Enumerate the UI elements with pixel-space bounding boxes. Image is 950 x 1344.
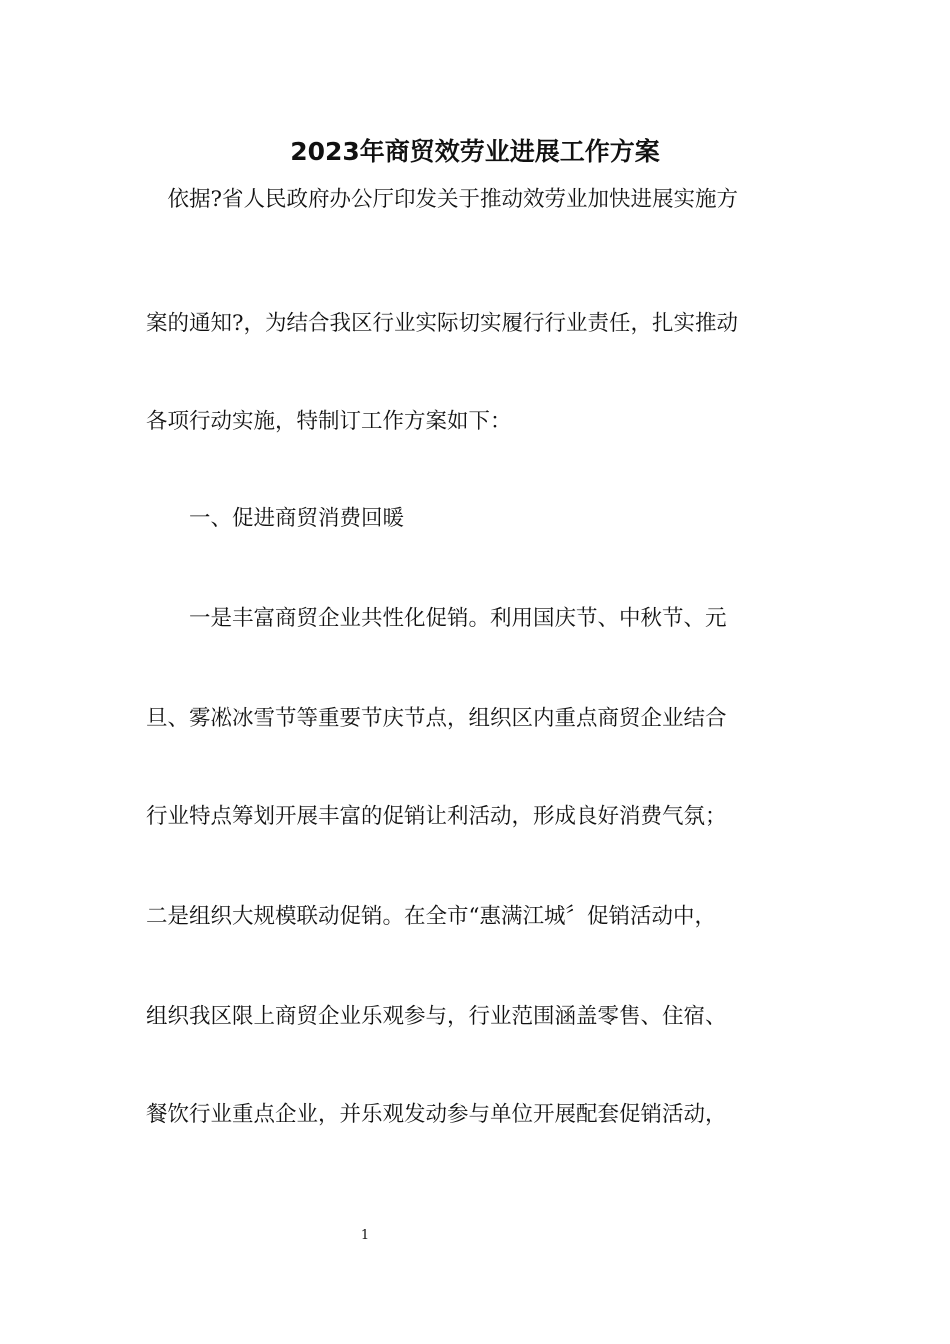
body-line-10: 餐饮行业重点企业，并乐观发动参与单位开展配套促销活动， (146, 1102, 727, 1127)
document-title: 2023年商贸效劳业进展工作方案 (290, 137, 660, 166)
section-heading-1: 一、促进商贸消费回暖 (146, 506, 405, 531)
body-line-6: 旦、雾凇冰雪节等重要节庆节点，组织区内重点商贸企业结合 (146, 706, 727, 731)
body-line-7: 行业特点筹划开展丰富的促销让利活动，形成良好消费气氛； (146, 804, 727, 829)
body-line-8: 二是组织大规模联动促销。在全市“惠满江城〞促销活动中， (146, 904, 716, 929)
body-line-3: 各项行动实施，特制订工作方案如下： (146, 409, 512, 434)
body-line-5: 一是丰富商贸企业共性化促销。利用国庆节、中秋节、元 (146, 606, 727, 631)
page-number: 1 (360, 1228, 370, 1243)
body-line-2: 案的通知?，为结合我区行业实际切实履行行业责任，扎实推动 (146, 311, 739, 336)
body-line-1: 依据?省人民政府办公厅印发关于推动效劳业加快进展实施方 (146, 187, 739, 212)
body-line-9: 组织我区限上商贸企业乐观参与，行业范围涵盖零售、住宿、 (146, 1004, 727, 1029)
